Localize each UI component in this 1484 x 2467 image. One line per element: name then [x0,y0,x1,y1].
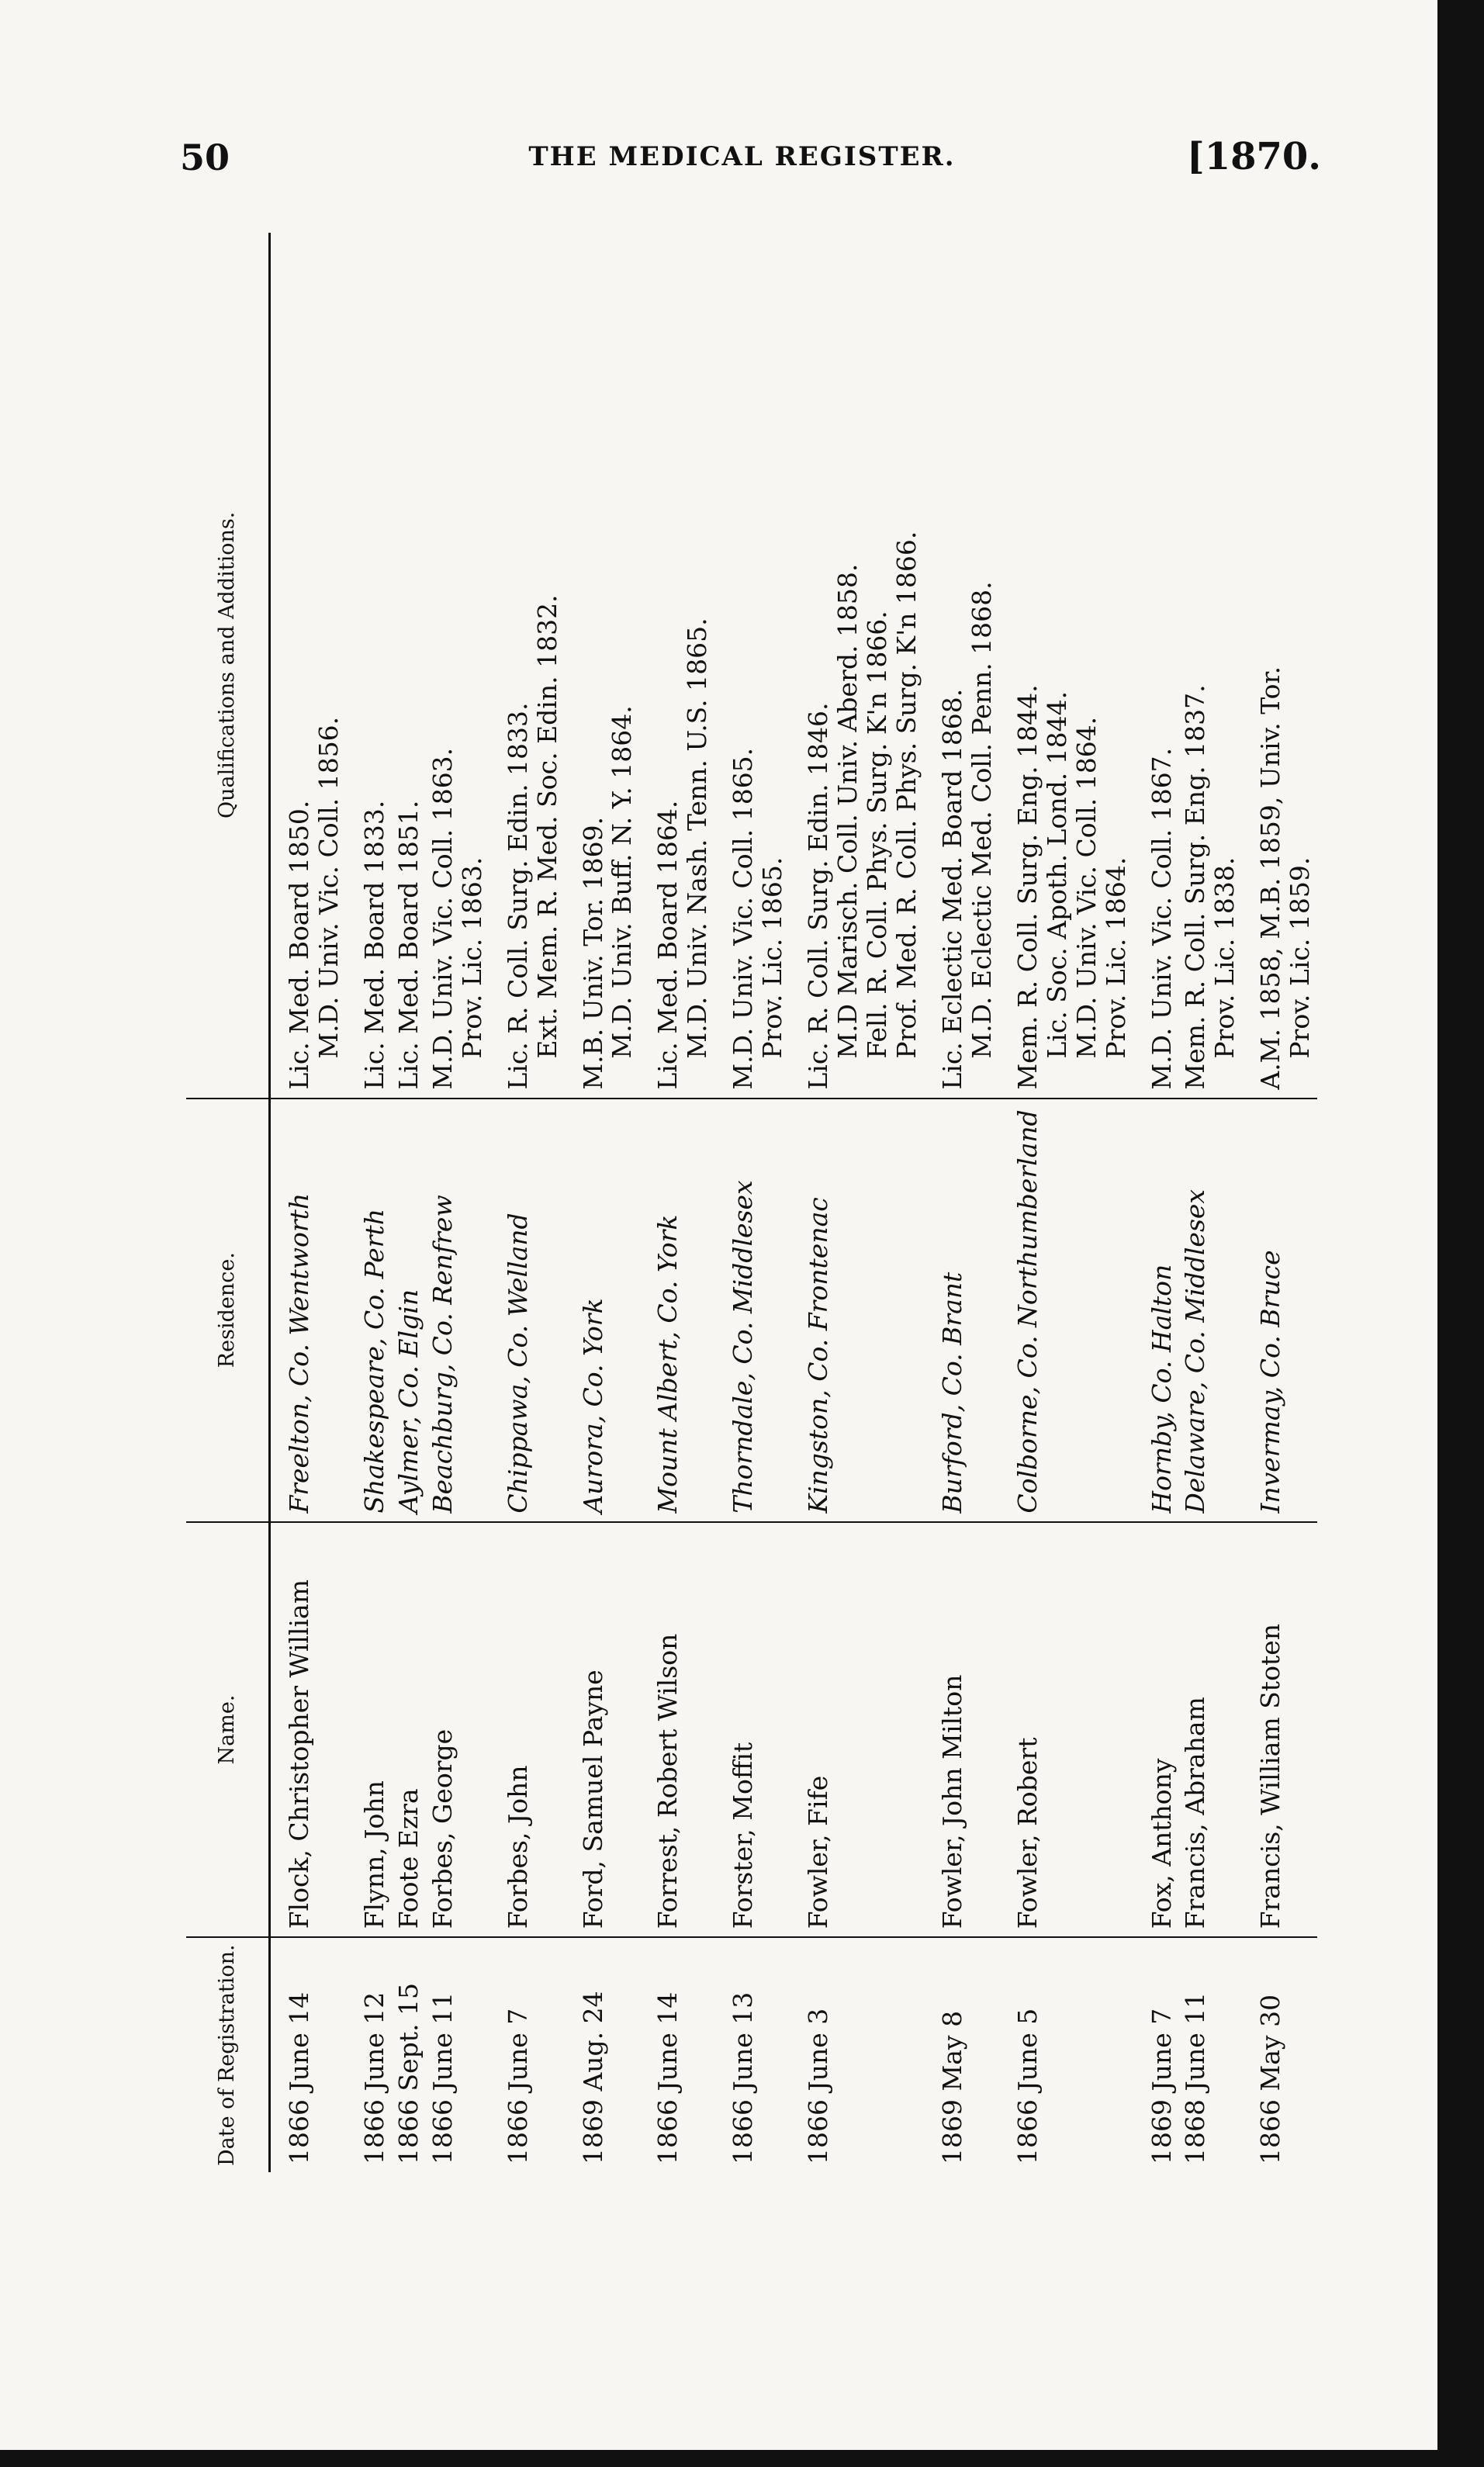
qualification-line: Prov. Lic. 1838. [1209,856,1240,1059]
residence: Invermay, Co. Bruce [1242,1099,1317,1522]
residence: Chippawa, Co. Welland [489,1099,565,1522]
qualification-line: M.B. Univ. Tor. 1869. [577,816,608,1090]
table-row [714,233,790,2172]
qualification-line: M.D. Univ. Vic. Coll. 1863. [427,747,458,1090]
residence: Mount Albert, Co. York [639,1099,714,1522]
residence: Aurora, Co. York [565,1099,640,1522]
practitioner-name: Fox, Anthony [1133,1522,1179,1938]
qualification-line: M.D. Univ. Vic. Coll. 1856. [313,716,344,1059]
registration-date: 1866 June 11 [427,1991,458,2164]
table-row [346,233,392,2172]
registration-date: 1866 June 5 [1012,2008,1043,2164]
table-row [392,233,426,2172]
table-row [999,233,1133,2172]
registration-date: 1866 Sept. 15 [393,1983,424,2164]
table-row [1178,233,1242,2172]
qualification-line: Mem. R. Coll. Surg. Eng. 1844. [1012,684,1043,1090]
qualification-line: Prov. Lic. 1865. [757,856,788,1059]
qualification-line: M.D. Univ. Nash. Tenn. U.S. 1865. [682,618,713,1059]
registration-date: 1866 June 14 [652,1991,683,2164]
qualification-line: Prov. Lic. 1863. [456,856,487,1059]
registration-date: 1868 June 11 [1180,1991,1211,2164]
table-row [565,233,640,2172]
page-bottom-edge [0,2450,1484,2467]
practitioner-name: Francis, Abraham [1178,1522,1242,1938]
residence: Delaware, Co. Middlesex [1178,1099,1242,1522]
qualifications [270,233,346,1099]
column-header-residence: Residence. [186,1099,270,1522]
qualification-line: Lic. R. Coll. Surg. Edin. 1846. [803,702,834,1090]
residence: Beachburg, Co. Renfrew [426,1099,489,1522]
residence: Hornby, Co. Halton [1133,1099,1179,1522]
practitioner-name: Ford, Samuel Payne [565,1522,640,1938]
practitioner-name: Forrest, Robert Wilson [639,1522,714,1938]
table-row [790,233,924,2172]
qualification-line: Lic. Med. Board 1864. [652,800,683,1090]
residence: Freelton, Co. Wentworth [270,1099,346,1522]
residence: Colborne, Co. Northumberland [999,1099,1133,1522]
qualification-line: Lic. Eclectic Med. Board 1868. [936,688,967,1090]
table-header-row [186,233,270,2172]
practitioner-name: Forbes, John [489,1522,565,1938]
registration-date: 1869 June 7 [1146,2008,1177,2164]
qualification-line: A.M. 1858, M.B. 1859, Univ. Tor. [1255,666,1286,1090]
practitioner-name: Flock, Christopher William [270,1522,346,1938]
column-header-name: Name. [186,1522,270,1938]
qualifications [392,233,426,1099]
qualification-line: Lic. Med. Board 1850. [284,800,314,1090]
qualifications [714,233,790,1099]
qualification-line: Prov. Lic. 1859. [1285,856,1316,1059]
qualification-line: Fell. R. Coll. Phys. Surg. K'n 1866. [862,611,892,1059]
residence: Thorndale, Co. Middlesex [714,1099,790,1522]
qualification-line: Prof. Med. R. Coll. Phys. Surg. K'n 1866. [891,531,922,1059]
table-row [1133,233,1179,2172]
practitioner-name: Forbes, George [426,1522,489,1938]
column-header-qualifications: Qualifications and Additions. [186,233,270,1099]
qualification-line: M.D Marisch. Coll. Univ. Aberd. 1858. [832,563,863,1059]
qualifications [1242,233,1317,1099]
registration-date: 1866 June 12 [358,1991,389,2164]
table-row [924,233,999,2172]
practitioner-name: Fowler, Robert [999,1522,1133,1938]
registration-date: 1866 June 14 [284,1991,314,2164]
registration-date: 1866 June 13 [728,1991,759,2164]
qualification-line: M.D. Univ. Buff. N. Y. 1864. [607,705,638,1059]
register-body [270,233,1318,2172]
qualifications [346,233,392,1099]
page-header [0,132,1484,194]
qualifications [1178,233,1242,1099]
practitioner-name: Flynn, John [346,1522,392,1938]
table-row [270,233,346,2172]
practitioner-name: Foote Ezra [392,1522,426,1938]
practitioner-name: Fowler, John Milton [924,1522,999,1938]
residence: Aylmer, Co. Elgin [392,1099,426,1522]
practitioner-name: Francis, William Stoten [1242,1522,1317,1938]
qualification-line: Ext. Mem. R. Med. Soc. Edin. 1832. [531,594,562,1059]
residence: Kingston, Co. Frontenac [790,1099,924,1522]
registration-date: 1869 May 8 [936,2010,967,2164]
qualifications [924,233,999,1099]
rotated-register-table [186,233,1316,2172]
registration-date: 1866 June 7 [502,2008,533,2164]
qualifications [489,233,565,1099]
qualifications [565,233,640,1099]
qualification-line: M.D. Univ. Vic. Coll. 1864. [1071,716,1102,1059]
qualifications [790,233,924,1099]
qualification-line: M.D. Eclectic Med. Coll. Penn. 1868. [966,581,997,1059]
registration-date: 1869 Aug. 24 [577,1991,608,2164]
running-title: THE MEDICAL REGISTER. [528,141,956,172]
qualification-line: Mem. R. Coll. Surg. Eng. 1837. [1180,684,1211,1090]
table-row [1242,233,1317,2172]
qualifications [1133,233,1179,1099]
qualification-line: Prov. Lic. 1864. [1100,856,1131,1059]
qualification-line: Lic. Med. Board 1833. [358,800,389,1090]
qualifications [426,233,489,1099]
column-header-date: Date of Registration. [186,1937,270,2172]
qualification-line: M.D. Univ. Vic. Coll. 1865. [728,747,759,1090]
table-row [639,233,714,2172]
practitioner-name: Fowler, Fife [790,1522,924,1938]
register-year: [1870. [1186,135,1321,178]
qualification-line: Lic. Soc. Apoth. Lond. 1844. [1041,690,1072,1059]
table-row [489,233,565,2172]
registration-date: 1866 May 30 [1255,1994,1286,2164]
page-number: 50 [180,137,230,178]
practitioner-name: Forster, Moffit [714,1522,790,1938]
register-table [186,233,1317,2172]
qualification-line: Lic. Med. Board 1851. [393,800,424,1090]
residence: Shakespeare, Co. Perth [346,1099,392,1522]
qualifications [639,233,714,1099]
registration-date: 1866 June 3 [803,2008,834,2164]
book-spine-shadow [1437,0,1484,2467]
residence: Burford, Co. Brant [924,1099,999,1522]
qualification-line: Lic. R. Coll. Surg. Edin. 1833. [502,702,533,1090]
qualification-line: M.D. Univ. Vic. Coll. 1867. [1146,747,1177,1090]
qualifications [999,233,1133,1099]
table-row [426,233,489,2172]
